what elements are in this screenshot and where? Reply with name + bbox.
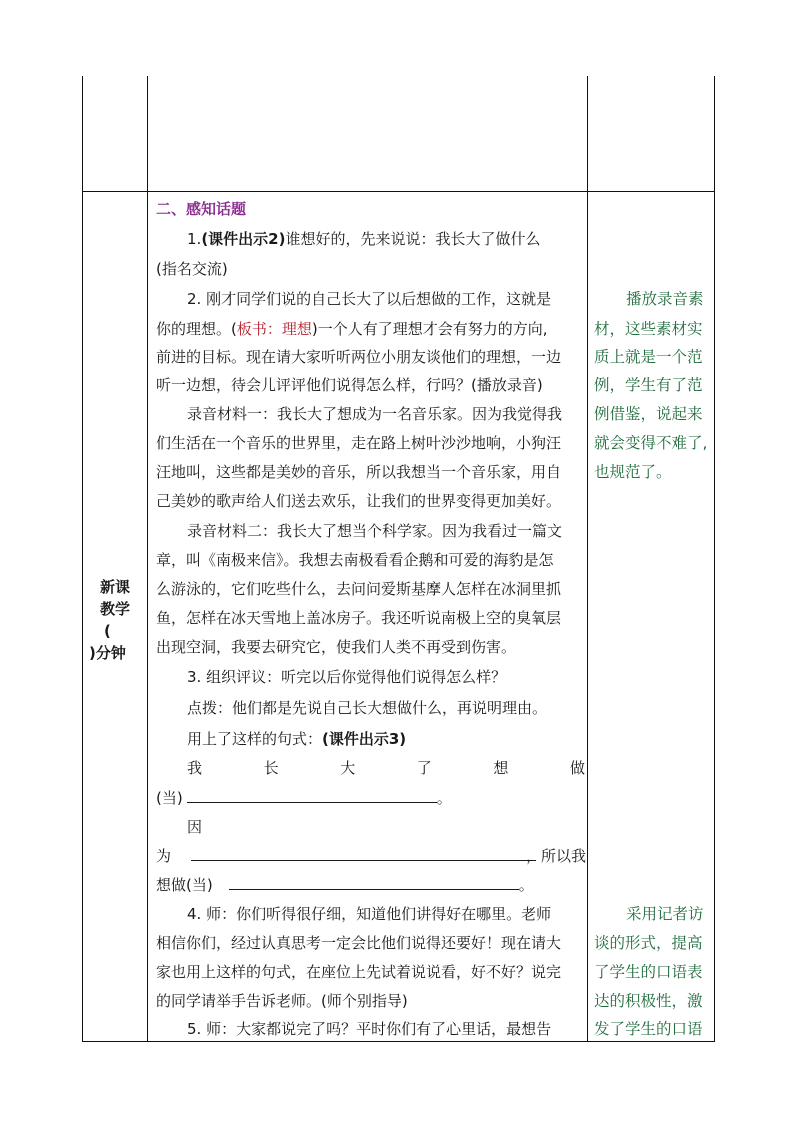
recording-2-line-1: 录音材料二：我长大了想当个科学家。因为我看过一篇文 [187,522,563,540]
note-1-line: 例借鉴，说起来 [594,405,703,423]
left-label-line-2: 教学 [100,600,131,618]
sentence-pattern-line-2 [156,787,452,809]
recording-1-line-1: 录音材料一：我长大了想成为一名音乐家。因为我觉得我 [187,405,563,423]
item-1-courseware: (课件出示2) [201,230,286,248]
item-2-line-1: 2. 刚才同学们说的自己长大了以后想做的工作，这就是 [187,290,552,308]
fill-in-blank [229,875,519,890]
note-2-line: 了学生的口语表 [594,963,703,981]
item-3-line-2: 点拨：他们都是先说自己长大想做什么，再说明理由。 [187,699,548,717]
pattern-dang: (当) [156,789,183,807]
sentence-pattern-line-1 [187,757,585,779]
item-2-text-b: )一个人有了理想才会有努力的方向, [311,320,548,338]
item-2-text-a: 你的理想。( [156,320,237,338]
note-1-line: 材，这些素材实 [594,320,703,338]
sentence-pattern-line-3 [156,845,586,867]
item-1-line-2: (指名交流) [156,260,228,278]
recording-2-line-2: 章，叫《南极来信》。我想去南极看看企鹅和可爱的海豹是怎 [156,551,554,569]
note-2-line: 达的积极性，激 [594,992,703,1010]
item-3-line-1: 3. 组织评议：听完以后你觉得他们说得怎么样？ [187,668,507,686]
fill-in-blank [191,846,536,861]
item-1-line-1 [187,228,540,250]
recording-1-line-4: 己美妙的歌声给人们送去欢乐，让我们的世界变得更加美好。 [156,492,562,510]
pattern-period: 。 [518,876,534,894]
table-border-bottom [82,1041,715,1042]
item-4-line-4: 的同学请举手告诉老师。(师个别指导) [156,992,408,1010]
note-1-line: 就会变得不难了, [594,434,708,452]
item-2-line-2 [156,318,548,340]
item-3-pattern-intro: 用上了这样的句式： [187,730,323,748]
note-2-line: 谈的形式，提高 [594,934,703,952]
item-1-text: 谁想好的，先来说说：我长大了做什么 [285,230,541,248]
pattern-char: 大 [340,759,356,777]
item-2-line-3: 前进的目标。现在请大家听听两位小朋友谈他们的理想，一边 [156,348,562,366]
recording-2-line-3: 么游泳的，它们吃些什么，去问问爱斯基摩人怎样在冰洞里抓 [156,580,562,598]
left-label-line-4: )分钟 [89,644,126,662]
item-4-line-2: 相信你们，经过认真思考一定会比他们说得还要好！现在请大 [156,934,562,952]
pattern-char: 做 [569,759,585,777]
table-border-right [714,76,715,1042]
sentence-pattern-yin: 因 [187,818,203,836]
section-title: 二、感知话题 [156,200,247,218]
pattern-char: 了 [416,759,432,777]
pattern-wei: 为 [156,847,172,865]
note-1-line: 例，学生有了范 [594,376,703,394]
row-divider [82,191,715,192]
pattern-char: 长 [263,759,279,777]
pattern-suoyi: ，所以我 [525,847,586,865]
pattern-char: 我 [187,759,203,777]
note-1-line: 播放录音素 [626,290,704,308]
recording-2-line-5: 出现空洞，我要去研究它，使我们人类不再受到伤害。 [156,638,517,656]
left-label-line-3: ( [104,622,111,640]
recording-2-line-4: 鱼，怎样在冰天雪地上盖冰房子。我还听说南极上空的臭氧层 [156,609,562,627]
table-border-left [82,76,83,1042]
pattern-xiangzuo: 想做(当) [156,876,213,894]
item-2-line-4: 听一边想，待会儿评评他们说得怎么样，行吗？(播放录音) [156,376,543,394]
note-1-line: 质上就是一个范 [594,348,703,366]
column-divider-1 [147,76,148,1042]
item-2-blackboard: 板书：理想 [236,320,312,338]
item-5-line-1: 5. 师：大家都说完了吗？平时你们有了心里话，最想告 [187,1020,552,1038]
sentence-pattern-line-4 [156,874,534,896]
note-2-line: 发了学生的口语 [594,1020,703,1038]
column-divider-2 [587,76,588,1042]
recording-1-line-3: 汪地叫，这些都是美妙的音乐，所以我想当一个音乐家，用自 [156,463,562,481]
note-2-line: 采用记者访 [626,905,704,923]
item-1-number: 1. [187,230,202,248]
recording-1-line-2: 们生活在一个音乐的世界里，走在路上树叶沙沙地响，小狗汪 [156,434,562,452]
item-3-line-3 [187,728,406,750]
left-label-line-1: 新课 [100,578,131,596]
fill-in-blank [187,788,437,803]
item-4-line-1: 4. 师：你们听得很仔细，知道他们讲得好在哪里。老师 [187,905,552,923]
item-4-line-3: 家也用上这样的句式，在座位上先试着说说看，好不好？说完 [156,963,562,981]
pattern-char: 想 [493,759,509,777]
note-1-line: 也规范了。 [594,463,672,481]
item-3-courseware: (课件出示3) [322,730,407,748]
pattern-period: 。 [436,789,452,807]
